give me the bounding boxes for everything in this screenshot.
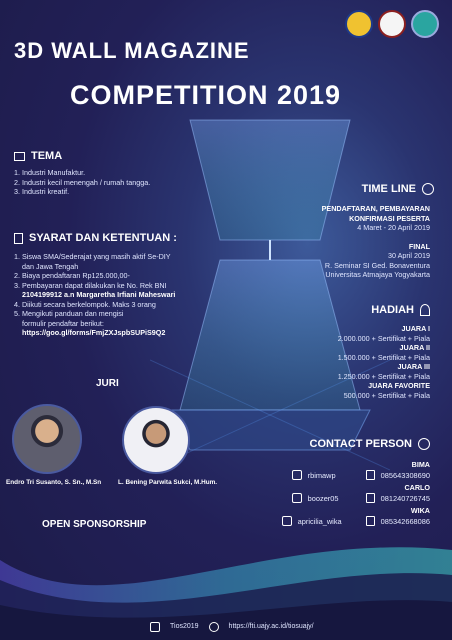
hadiah-heading <box>371 304 430 316</box>
list-item: 2. Industri kecil menengah / rumah tangga. <box>14 177 151 187</box>
syarat-list <box>14 252 244 338</box>
contact-phone[interactable]: 081240726745 <box>380 493 430 503</box>
timeline-heading <box>362 183 434 195</box>
contact-heading <box>310 438 430 450</box>
image-icon <box>14 152 25 161</box>
final-date: 30 April 2019 <box>388 251 430 260</box>
juri-heading: JURI <box>96 378 119 389</box>
footer <box>150 622 314 632</box>
footer-website-link[interactable]: https://fti.uajy.ac.id/tiosuajy/ <box>228 623 314 631</box>
judge-2-photo <box>122 406 190 474</box>
instagram-icon <box>150 622 160 632</box>
title-line-1: 3D WALL MAGAZINE <box>14 38 250 63</box>
prize-list <box>240 324 430 400</box>
list-item: 1. Industri Manufaktur. <box>14 168 86 177</box>
phone-icon <box>366 470 375 480</box>
ribbon-icon <box>420 304 430 316</box>
list-item: 4. Diikuti secara berkelompok. Maks 3 orang <box>14 299 156 309</box>
judge-1-name: Endro Tri Susanto, S. Sn., M.Sn <box>6 479 102 486</box>
confirmation-title: KONFIRMASI PESERTA <box>349 213 430 223</box>
faculty-logo <box>378 10 406 38</box>
contact-row <box>292 493 430 503</box>
contact-instagram[interactable]: apricilia_wika <box>297 516 342 526</box>
prize-value: 2.000.000 + Sertifikat + Piala <box>337 333 430 343</box>
prize-title: JUARA FAVORITE <box>368 381 430 390</box>
list-item: 5. Mengikuti panduan dan mengisi <box>14 309 124 318</box>
open-sponsorship: OPEN SPONSORSHIP <box>42 519 147 530</box>
syarat-heading-text: SYARAT DAN KETENTUAN : <box>29 232 177 244</box>
event-logo <box>411 10 439 38</box>
contact-instagram[interactable]: rbimawp <box>307 470 336 480</box>
instagram-icon <box>292 470 302 480</box>
university-logo <box>345 10 373 38</box>
final-title: FINAL <box>408 241 430 251</box>
tema-list <box>14 168 214 197</box>
list-item: 3. Industri kreatif. <box>14 187 70 196</box>
hadiah-heading-text: HADIAH <box>371 304 414 316</box>
tema-heading-text: TEMA <box>31 150 63 162</box>
prize-value: 500.000 + Sertifikat + Piala <box>343 390 430 400</box>
contact-name: BIMA <box>411 460 430 469</box>
registration-link[interactable]: https://goo.gl/forms/FmjZXJspbSUPiS9Q2 <box>22 328 166 337</box>
footer-instagram[interactable]: Tios2019 <box>170 623 199 631</box>
list-item: 3. Pembayaran dapat dilakukan ke No. Rek BNI <box>14 280 167 290</box>
list-item: formulir pendaftar berikut: <box>22 318 104 328</box>
tema-heading <box>14 150 62 162</box>
prize-value: 1.500.000 + Sertifikat + Piala <box>337 352 430 362</box>
registration-date: 4 Maret - 20 April 2019 <box>357 223 430 232</box>
contact-phone[interactable]: 085342668086 <box>380 516 430 526</box>
timeline-details <box>230 204 430 280</box>
list-item: 2. Biaya pendaftaran Rp125.000,00- <box>14 271 130 280</box>
syarat-heading <box>14 232 177 244</box>
prize-value: 1.250.000 + Sertifikat + Piala <box>337 371 430 381</box>
final-place: R. Seminar SI Ged. Bonaventura <box>324 260 430 270</box>
contact-name: WIKA <box>410 506 430 515</box>
timeline-heading-text: TIME LINE <box>361 183 416 195</box>
clock-icon <box>422 183 434 195</box>
list-item: 2104199912 a.n Margaretha Irfiani Maheswari <box>22 290 176 299</box>
registration-title: PENDAFTARAN, PEMBAYARAN <box>321 204 430 213</box>
instagram-icon <box>292 493 302 503</box>
contact-name: CARLO <box>404 483 430 492</box>
contact-heading-text: CONTACT PERSON <box>309 438 412 450</box>
info-icon <box>418 438 430 450</box>
list-item: 1. Siswa SMA/Sederajat yang masih aktif Se-DIY <box>14 252 171 261</box>
contact-instagram[interactable]: boozer05 <box>307 493 339 503</box>
prize-title: JUARA I <box>401 324 430 333</box>
prize-title: JUARA III <box>397 362 430 371</box>
judge-1-photo <box>12 404 82 474</box>
globe-icon <box>209 622 219 632</box>
contact-row <box>292 470 430 480</box>
title-line-2: COMPETITION 2019 <box>70 80 342 110</box>
prize-title: JUARA II <box>399 343 430 352</box>
contact-phone[interactable]: 085643308690 <box>380 470 430 480</box>
document-icon <box>14 233 23 244</box>
phone-icon <box>366 493 375 503</box>
final-place-university: Universitas Atmajaya Yogyakarta <box>325 270 430 279</box>
list-item: dan Jawa Tengah <box>22 261 79 271</box>
judge-2-name: L. Bening Parwita Sukci, M.Hum. <box>118 479 218 486</box>
